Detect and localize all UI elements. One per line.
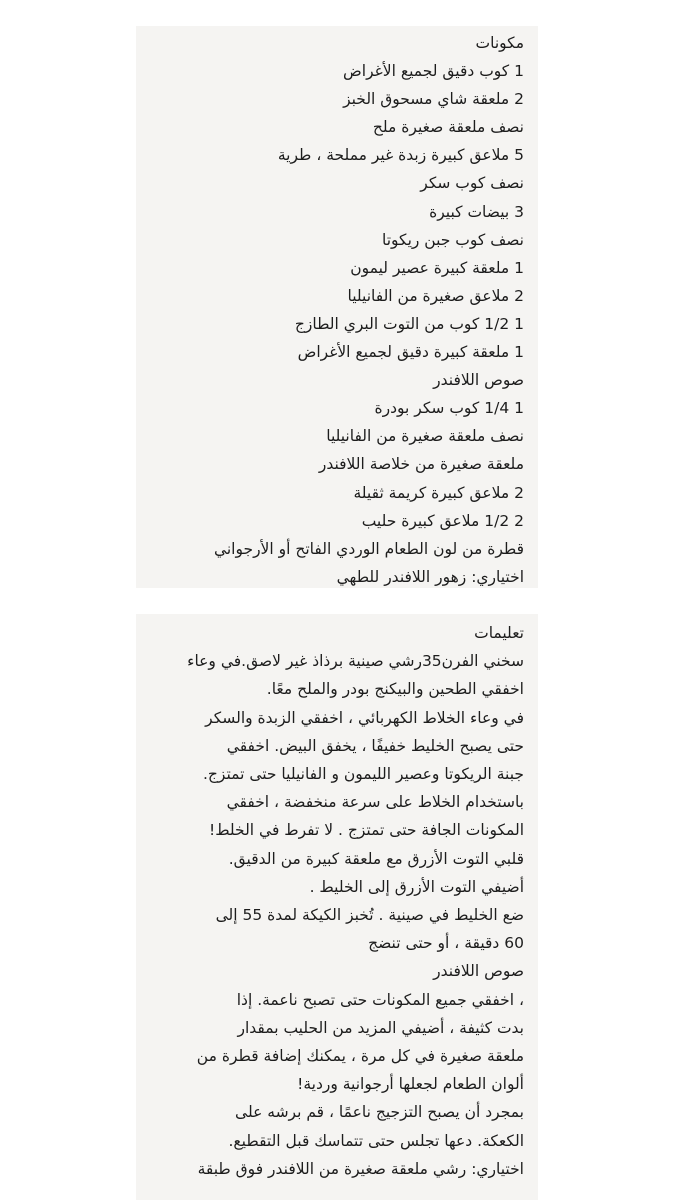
sauce-heading: صوص اللافندر: [433, 962, 524, 981]
instruction-line: ملعقة صغيرة في كل مرة ، يمكنك إضافة قطرة من: [196, 1047, 524, 1066]
ingredient-line: 2 ملاعق صغيرة من الفانيليا: [347, 286, 524, 305]
ingredient-line: 2 1/2 ملاعق كبيرة حليب: [361, 511, 524, 530]
ingredient-line: 1 1/2 كوب من التوت البري الطازج: [294, 314, 524, 333]
instruction-line: ضع الخليط في صينية . تُخبز الكيكة لمدة 55 إلى: [215, 906, 524, 925]
ingredient-line: قطرة من لون الطعام الوردي الفاتح أو الأرجواني: [213, 539, 524, 558]
ingredient-line: 3 بيضات كبيرة: [429, 202, 524, 221]
instruction-line: ، اخفقي جميع المكونات حتى تصبح ناعمة. إذا: [236, 990, 524, 1009]
ingredients-note: [136, 26, 538, 588]
ingredient-line: 2 ملعقة شاي مسحوق الخبز: [343, 90, 524, 109]
ingredient-line: نصف ملعقة صغيرة من الفانيليا: [326, 427, 524, 446]
ingredient-line: اختياري: زهور اللافندر للطهي: [336, 567, 524, 586]
ingredient-line: 1 1/4 كوب سكر بودرة: [374, 399, 524, 418]
ingredient-line: 5 ملاعق كبيرة زبدة غير مملحة ، طرية: [277, 146, 524, 165]
instructions-note: [136, 614, 538, 1200]
ingredient-line: 1 ملعقة كبيرة عصير ليمون: [350, 258, 524, 277]
sauce-heading: صوص اللافندر: [433, 371, 524, 390]
instruction-line: ألوان الطعام لجعلها أرجوانية وردية!: [297, 1075, 524, 1094]
ingredient-line: نصف كوب جبن ريكوتا: [381, 230, 524, 249]
ingredient-line: نصف ملعقة صغيرة ملح: [372, 118, 524, 137]
instruction-line: سخني الفرن35رشي صينية برذاذ غير لاصق.في وعاء: [187, 652, 524, 671]
instruction-line: بمجرد أن يصبح التزجيج ناعمًا ، قم برشه على: [235, 1103, 524, 1122]
ingredient-line: 2 ملاعق كبيرة كريمة ثقيلة: [353, 483, 524, 502]
instruction-line: بدت كثيفة ، أضيفي المزيد من الحليب بمقدار: [237, 1018, 524, 1037]
instruction-line: اخفقي الطحين والبيكنج بودر والملح معًا.: [266, 680, 524, 699]
instruction-line: حتى يصبح الخليط خفيفًا ، يخفق البيض. اخفقي: [226, 736, 524, 755]
instruction-line: في وعاء الخلاط الكهربائي ، اخفقي الزبدة والسكر: [205, 708, 524, 727]
instruction-line: أضيفي التوت الأزرق إلى الخليط .: [309, 877, 524, 896]
instruction-line: قلبي التوت الأزرق مع ملعقة كبيرة من الدقيق.: [228, 849, 524, 868]
instruction-line: الكعكة. دعها تجلس حتى تتماسك قبل التقطيع.: [228, 1131, 524, 1150]
ingredient-line: 1 كوب دقيق لجميع الأغراض: [343, 62, 524, 81]
ingredient-line: 1 ملعقة كبيرة دقيق لجميع الأغراض: [297, 343, 524, 362]
ingredients-title: مكونات: [475, 34, 524, 52]
instruction-line: 60 دقيقة ، أو حتى تنضج: [368, 934, 524, 953]
instruction-line: اختياري: رشي ملعقة صغيرة من اللافندر فوق طبقة: [197, 1159, 524, 1178]
instruction-line: المكونات الجافة حتى تمتزج . لا تفرط في الخلط!: [209, 821, 524, 840]
instructions-title: تعليمات: [474, 624, 524, 642]
ingredient-line: ملعقة صغيرة من خلاصة اللافندر: [318, 455, 524, 474]
instruction-line: جبنة الريكوتا وعصير الليمون و الفانيليا حتى تمتزج.: [202, 765, 524, 784]
ingredient-line: نصف كوب سكر: [420, 174, 524, 193]
instruction-line: باستخدام الخلاط على سرعة منخفضة ، اخفقي: [226, 793, 524, 812]
